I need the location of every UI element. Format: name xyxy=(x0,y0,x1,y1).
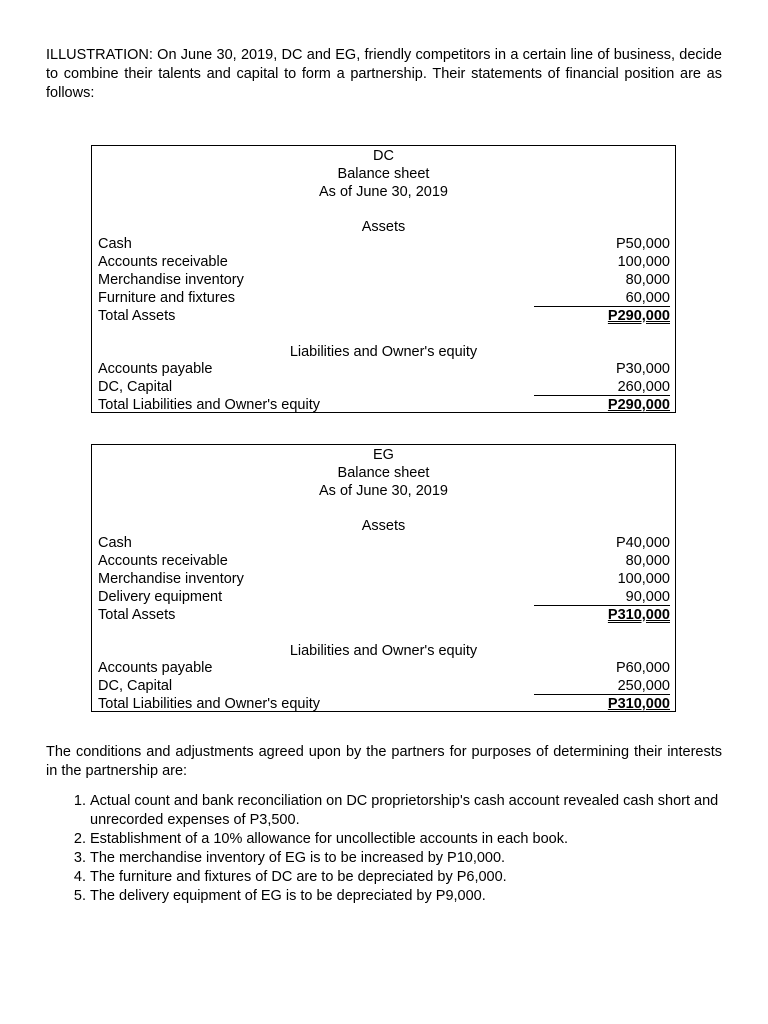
asset-amount: 60,000 xyxy=(625,290,670,306)
intro-paragraph: ILLUSTRATION: On June 30, 2019, DC and EG, friendly competitors in a certain line of business, decide to combine their talents and capital to form a partnership. Their statements of financial position are as follows: xyxy=(46,47,722,101)
list-item: 1. Actual count and bank reconciliation on DC proprietorship's cash account revealed cash short and unrecorded expenses of P3,500. xyxy=(90,792,722,830)
eg-assets-heading: Assets xyxy=(361,518,406,534)
conditions-list xyxy=(46,792,722,906)
asset-amount: 90,000 xyxy=(625,589,670,605)
total-assets-amount xyxy=(534,605,670,624)
asset-amount: P50,000 xyxy=(615,236,670,252)
dc-title: DC xyxy=(373,148,394,164)
dc-assets-heading: Assets xyxy=(361,219,406,235)
asset-label: Furniture and fixtures xyxy=(98,290,236,306)
capital-amount: 260,000 xyxy=(617,379,670,395)
eg-title: EG xyxy=(373,447,394,463)
list-item: 5. The delivery equipment of EG is to be depreciated by P9,000. xyxy=(90,887,722,906)
liability-label: Accounts payable xyxy=(98,361,213,377)
asset-amount: 80,000 xyxy=(625,272,670,288)
asset-label: Cash xyxy=(98,535,132,551)
asset-amount: 80,000 xyxy=(625,553,670,569)
total-assets-value: P310,000 xyxy=(607,607,670,623)
dc-liabilities-heading: Liabilities and Owner's equity xyxy=(289,344,478,360)
eg-balance-sheet xyxy=(91,444,676,712)
capital-label: DC, Capital xyxy=(98,379,173,395)
dc-statement-title: Balance sheet xyxy=(337,166,430,182)
asset-label: Delivery equipment xyxy=(98,589,223,605)
conditions-intro: The conditions and adjustments agreed upon by the partners for purposes of determining their interests in the partnership are: xyxy=(46,744,722,779)
total-liabilities-label: Total Liabilities and Owner's equity xyxy=(98,397,320,413)
capital-amount: 250,000 xyxy=(617,678,670,694)
total-liabilities-value: P310,000 xyxy=(607,696,670,712)
total-liabilities-amount xyxy=(534,395,670,414)
total-assets-value: P290,000 xyxy=(607,308,670,324)
asset-label: Accounts receivable xyxy=(98,254,228,270)
liability-label: Accounts payable xyxy=(98,660,213,676)
total-liabilities-value: P290,000 xyxy=(607,397,670,413)
liability-amount: P30,000 xyxy=(615,361,670,377)
asset-label: Merchandise inventory xyxy=(98,571,244,587)
eg-statement-title: Balance sheet xyxy=(337,465,430,481)
list-item: 2. Establishment of a 10% allowance for uncollectible accounts in each book. xyxy=(90,830,722,849)
eg-date: As of June 30, 2019 xyxy=(319,483,448,499)
list-item: 4. The furniture and fixtures of DC are to be depreciated by P6,000. xyxy=(90,868,722,887)
asset-label: Merchandise inventory xyxy=(98,272,244,288)
dc-date: As of June 30, 2019 xyxy=(319,184,448,200)
total-assets-label: Total Assets xyxy=(98,308,176,324)
list-item: 3. The merchandise inventory of EG is to be increased by P10,000. xyxy=(90,849,722,868)
asset-label: Cash xyxy=(98,236,132,252)
asset-amount: P40,000 xyxy=(615,535,670,551)
dc-balance-sheet xyxy=(91,145,676,413)
total-assets-label: Total Assets xyxy=(98,607,176,623)
capital-label: DC, Capital xyxy=(98,678,173,694)
total-assets-amount xyxy=(534,306,670,325)
total-liabilities-amount xyxy=(534,694,670,713)
asset-amount: 100,000 xyxy=(617,254,670,270)
asset-label: Accounts receivable xyxy=(98,553,228,569)
liability-amount: P60,000 xyxy=(615,660,670,676)
asset-amount: 100,000 xyxy=(617,571,670,587)
eg-liabilities-heading: Liabilities and Owner's equity xyxy=(289,643,478,659)
total-liabilities-label: Total Liabilities and Owner's equity xyxy=(98,696,320,712)
